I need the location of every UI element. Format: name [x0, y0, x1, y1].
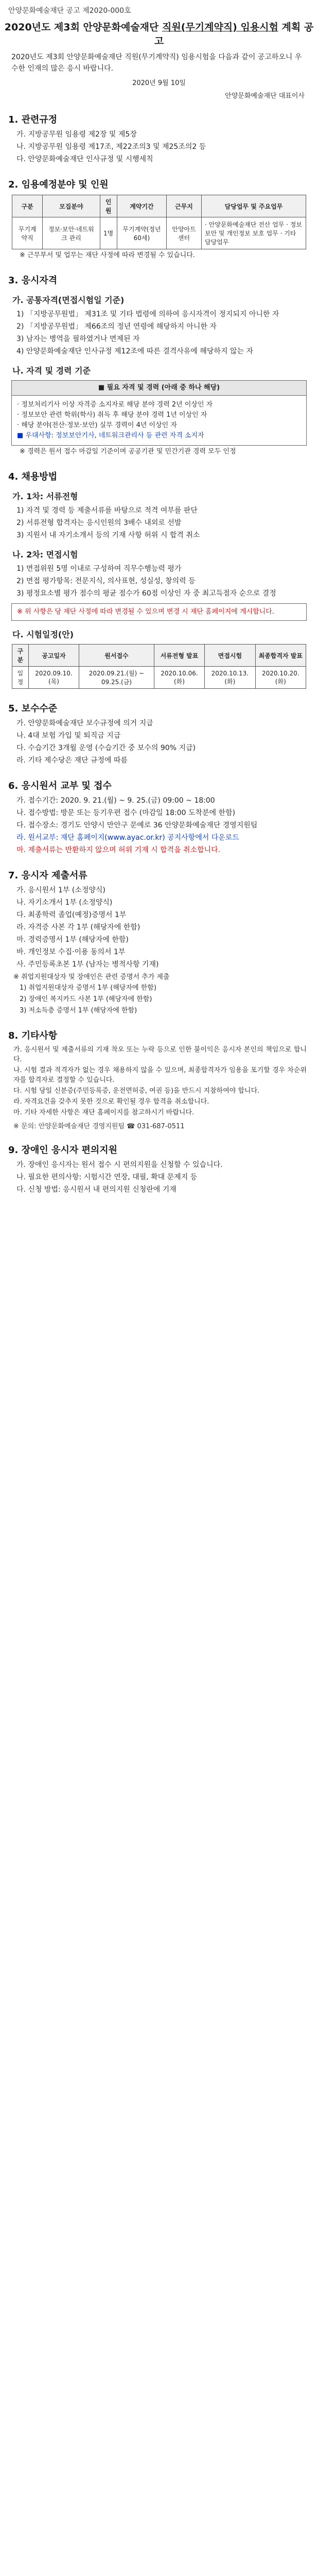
section-line: 가. 지방공무원 임용령 제2장 및 제5장: [16, 130, 137, 139]
table-header: 구분: [12, 645, 29, 667]
section-line: 4) 안양문화예술재단 인사규정 제12조에 따른 결격사유에 해당하지 않는 자: [16, 347, 253, 355]
section-line: 가. 접수기간: 2020. 9. 21.(월) ~ 9. 25.(금) 09:00 ~ 18:00: [16, 796, 215, 805]
table-row: [12, 667, 306, 689]
notice-date: 2020년 9월 10일: [132, 79, 186, 87]
section-line: 가. 응시원서 1부 (소정양식): [16, 886, 105, 894]
section-line: 가. 장애인 응시자는 원서 접수 시 편의지원을 신청할 수 있습니다.: [16, 1161, 223, 1169]
paragraph: 나. 시험 결과 적격자가 없는 경우 채용하지 않을 수 있으며, 최종합격자가 임용을 포기할 경우 차순위자를 합격자로 결정할 수 있습니다.: [13, 1066, 307, 1084]
section-line: 1) 자격 및 경력 등 제출서류를 바탕으로 적격 여부를 판단: [16, 506, 198, 515]
notice-title: [0, 20, 318, 47]
section-line: 2) 면접 평가항목: 전문지식, 의사표현, 성실성, 창의력 등: [16, 577, 196, 585]
section-line: 라. 기타 제수당은 재단 규정에 따름: [16, 756, 128, 765]
table-cell: 2020.10.20.(화): [255, 667, 306, 689]
section-title: 1. 관련규정: [8, 114, 58, 125]
box-line: ■ 우대사항: 정보보안기사, 네트워크관리사 등 관련 자격 소지자: [17, 432, 204, 439]
section-title: 2. 임용예정분야 및 인원: [8, 179, 109, 190]
table-header: 담당업무 및 주요업무: [202, 195, 306, 217]
section-line: 라. 원서교부: 재단 홈페이지(www.ayac.or.kr) 공지사항에서 다운로드: [16, 834, 239, 842]
qualification-note: ※ 경력은 원서 접수 마감일 기준이며 공공기관 및 민간기관 경력 모두 인정: [20, 448, 236, 455]
section-line: 다. 안양문화예술재단 인사규정 및 시행세칙: [16, 155, 153, 163]
section-line: 나. 접수방법: 방문 또는 등기우편 접수 (마감일 18:00 도착분에 한함): [16, 809, 236, 817]
section-title: 6. 응시원서 교부 및 접수: [8, 781, 112, 791]
table-cell: 2020.09.21.(월) ~ 09.25.(금): [79, 667, 154, 689]
title-prefix: 2020년도 제3회 안양문화예술재단: [4, 22, 162, 33]
section-title: 9. 장애인 응시자 편의지원: [8, 1145, 118, 1156]
section-line: 다. 접수장소: 경기도 안양시 만안구 문예로 36 안양문화예술재단 경영지원팀: [16, 821, 258, 829]
contact-info: ※ 문의: 안양문화예술재단 경영지원팀 ☎ 031-687-0511: [13, 1123, 185, 1130]
table-cell: 일정: [12, 667, 29, 689]
section-line: 마. 경력증명서 1부 (해당자에 한함): [16, 936, 129, 944]
section-title: 3. 응시자격: [8, 275, 58, 286]
table-cell: 2020.10.13.(화): [205, 667, 255, 689]
paragraph: 라. 자격요건을 갖추지 못한 것으로 확인될 경우 합격을 취소합니다.: [13, 1098, 209, 1106]
paragraph: 가. 응시원서 및 제출서류의 기재 착오 또는 누락 등으로 인한 불이익은 응시자 본인의 책임으로 합니다.: [13, 1046, 307, 1063]
section-line: 나. 지방공무원 임용령 제17조, 제22조의3 및 제25조의2 등: [16, 143, 206, 151]
paragraph: 마. 기타 자세한 사항은 재단 홈페이지를 참고하시기 바랍니다.: [13, 1109, 195, 1116]
box-header: ■ 필요 자격 및 경력 (아래 중 하나 해당): [12, 381, 306, 396]
section-line: 1) 면접위원 5명 이내로 구성하여 직무수행능력 평가: [16, 565, 182, 573]
table-note: ※ 근무부서 및 업무는 재단 사정에 따라 변경될 수 있습니다.: [20, 251, 196, 259]
table-cell: 무기계약(정년60세): [117, 217, 166, 249]
table-cell: · 안양문화예술재단 전산 업무 · 정보보안 및 개인정보 보호 업무 · 기타 담당업무: [202, 217, 306, 249]
table-header: 모집분야: [43, 195, 100, 217]
table-header: 구분: [12, 195, 43, 217]
subsection-title: 다. 시험일정(안): [12, 630, 74, 639]
table-header: 최종합격자 발표: [255, 645, 306, 667]
table-cell: 무기계약직: [12, 217, 43, 249]
note-line: 2) 장애인 복지카드 사본 1부 (해당자에 한함): [20, 995, 152, 1003]
subsection-title: 가. 1차: 서류전형: [12, 492, 78, 501]
box-line: · 정보처리기사 이상 자격증 소지자로 해당 분야 경력 2년 이상인 자: [17, 401, 213, 409]
table-cell: 2020.10.06.(화): [154, 667, 204, 689]
issuing-organization: 안양문화예술재단 대표이사: [225, 92, 305, 100]
table-cell: 1명: [100, 217, 117, 249]
section-line: 다. 최종학력 졸업(예정)증명서 1부: [16, 911, 127, 919]
section-line: 나. 자기소개서 1부 (소정양식): [16, 899, 113, 907]
section-line: 라. 자격증 사본 각 1부 (해당자에 한함): [16, 923, 140, 931]
table-header: 계약기간: [117, 195, 166, 217]
table-cell: 2020.09.10.(목): [28, 667, 79, 689]
box-body: [12, 396, 306, 445]
table-header: 면접시험: [205, 645, 255, 667]
section-line: 1) 「지방공무원법」 제31조 및 기타 법령에 의하여 응시자격이 정지되지 아니한 자: [16, 310, 279, 318]
section-line: 사. 주민등록초본 1부 (남자는 병적사항 기재): [16, 960, 159, 969]
section-title: 5. 보수수준: [8, 703, 58, 714]
section-title: 4. 채용방법: [8, 471, 58, 482]
section-line: 3) 평정요소별 평가 점수의 평균 점수가 60점 이상인 자 중 최고득점자 순으로 결정: [16, 589, 276, 598]
section-title: 8. 기타사항: [8, 1030, 58, 1041]
intro-text: 2020년도 제3회 안양문화예술재단 직원(무기계약직) 임용시험을 다음과 같이 공고하오니 우수한 인재의 많은 응시 바랍니다.: [11, 53, 302, 73]
recruitment-table: [12, 195, 306, 249]
table-header: 근무지: [167, 195, 202, 217]
table-header: 서류전형 발표: [154, 645, 204, 667]
box-line: · 정보보안 관련 학위(학사) 취득 후 해당 분야 경력 1년 이상인 자: [17, 411, 207, 419]
section-line: 3) 남자는 병역을 필하였거나 면제된 자: [16, 335, 140, 343]
title-suffix: 계획 공고: [154, 22, 314, 47]
section-line: 나. 필요한 편의사항: 시험시간 연장, 대필, 확대 문제지 등: [16, 1173, 198, 1181]
paragraph: 다. 시험 당일 신분증(주민등록증, 운전면허증, 여권 등)을 반드시 지참하여야 합니다.: [13, 1087, 260, 1095]
section-line: 마. 제출서류는 반환하지 않으며 허위 기재 시 합격을 취소합니다.: [16, 846, 221, 854]
section-line: 2) 서류전형 합격자는 응시인원의 3배수 내외로 선발: [16, 519, 182, 527]
section-line: 다. 신청 방법: 응시원서 내 편의지원 신청란에 기재: [16, 1185, 176, 1194]
table-header: 원서접수: [79, 645, 154, 667]
section-line: 다. 수습기간 3개월 운영 (수습기간 중 보수의 90% 지급): [16, 744, 196, 752]
subsection-title: 가. 공통자격(면접시험일 기준): [12, 295, 125, 305]
section-line: 나. 4대 보험 가입 및 퇴직금 지급: [16, 732, 121, 740]
subsection-title: 나. 2차: 면접시험: [12, 550, 78, 560]
note-line: 1) 취업지원대상자 증명서 1부 (해당자에 한함): [20, 984, 156, 992]
section-title: 7. 응시자 제출서류: [8, 870, 87, 881]
qualification-box: [11, 380, 307, 446]
section-line: 바. 개인정보 수집·이용 동의서 1부: [16, 948, 126, 956]
table-header: 공고일자: [28, 645, 79, 667]
table-cell: 정보·보안·네트워크 관리: [43, 217, 100, 249]
box-line: · 해당 분야(전산·정보·보안) 실무 경력이 4년 이상인 자: [17, 421, 177, 429]
table-header-row: [12, 645, 306, 667]
title-main: 직원(무기계약직) 임용시험: [162, 22, 278, 33]
table-header-row: [12, 195, 306, 217]
schedule-table: [12, 644, 306, 689]
notice-box: ※ 위 사항은 당 재단 사정에 따라 변경될 수 있으며 변경 시 재단 홈페이지에 게시합니다.: [11, 603, 307, 621]
table-header: 인원: [100, 195, 117, 217]
section-line: 2) 「지방공무원법」 제66조의 정년 연령에 해당하지 아니한 자: [16, 323, 217, 331]
note-line: 3) 저소득층 증명서 1부 (해당자에 한함): [20, 1007, 137, 1014]
subsection-title: 나. 자격 및 경력 기준: [12, 366, 91, 376]
section-line: 3) 지원서 내 자기소개서 등의 기재 사항 허위 시 합격 취소: [16, 531, 200, 539]
table-cell: 안양아트센터: [167, 217, 202, 249]
documents-note: ※ 취업지원대상자 및 장애인은 관련 증명서 추가 제출: [13, 973, 170, 981]
table-row: [12, 217, 306, 249]
section-line: 가. 안양문화예술재단 보수규정에 의거 지급: [16, 719, 153, 727]
notice-number: 안양문화예술재단 공고 제2020-000호: [8, 7, 131, 15]
